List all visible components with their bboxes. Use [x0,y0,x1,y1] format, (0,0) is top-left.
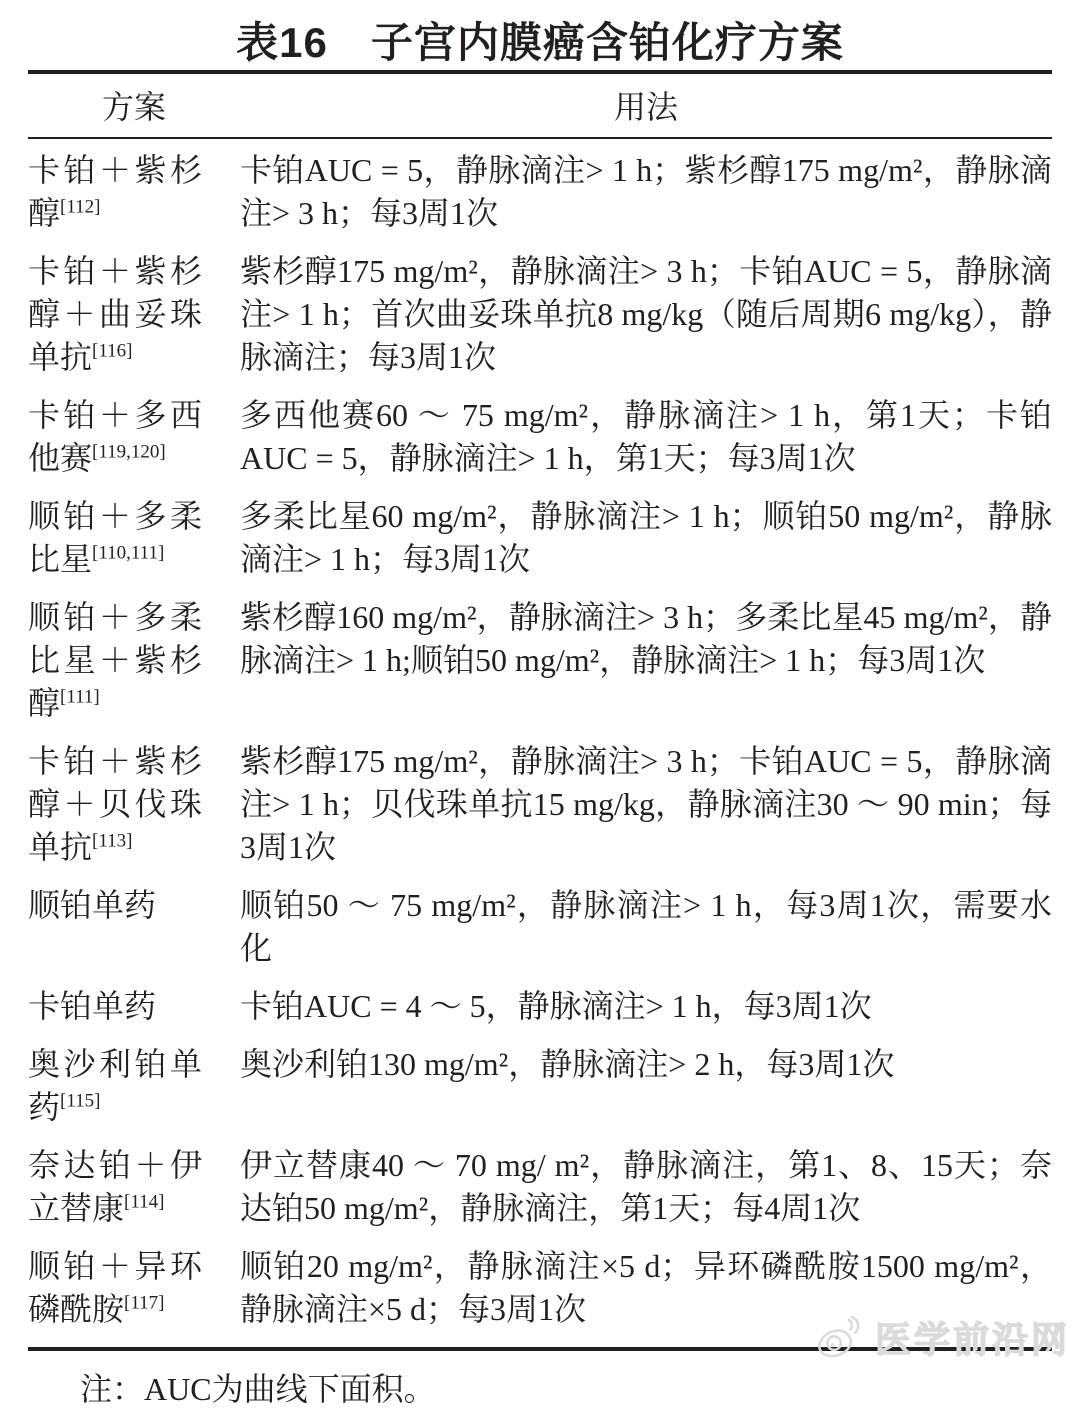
table-row [28,985,1052,1028]
regimen-cell [28,1245,202,1331]
regimen-text: 奈达铂＋伊立替康 [28,1147,202,1226]
usage-text: 卡铂AUC = 4 ～ 5，静脉滴注> 1 h，每3周1次 [240,988,872,1024]
regimen-text: 卡铂＋多西他赛 [28,397,202,476]
usage-cell [240,884,1052,970]
regimen-cell [28,394,202,480]
usage-cell [240,250,1052,379]
weibo-logo-icon [813,1315,867,1361]
regimen-text: 卡铂＋紫杉醇 [28,152,202,231]
reference-superscript: [117] [124,1292,165,1314]
regimen-cell [28,1144,202,1230]
regimen-text: 卡铂＋紫杉醇＋曲妥珠单抗 [28,253,202,375]
regimen-text: 顺铂＋多柔比星 [28,498,202,577]
usage-cell [240,394,1052,480]
usage-cell [240,1144,1052,1230]
table-row [28,740,1052,869]
table-row [28,1043,1052,1129]
usage-text: 奥沙利铂130 mg/m²，静脉滴注> 2 h，每3周1次 [240,1046,895,1082]
usage-text: 多柔比星60 mg/m²，静脉滴注> 1 h；顺铂50 mg/m²，静脉滴注> 1 h；每3周1次 [240,498,1052,577]
regimen-cell [28,596,202,725]
usage-text: 紫杉醇160 mg/m²，静脉滴注> 3 h；多柔比星45 mg/m²，静脉滴注> 1 h;顺铂50 mg/m²，静脉滴注> 1 h；每3周1次 [240,599,1052,678]
column-header-usage: 用法 [613,89,678,125]
regimen-cell [28,985,202,1028]
usage-text: 卡铂AUC = 5，静脉滴注> 1 h；紫杉醇175 mg/m²，静脉滴注> 3 h；每3周1次 [240,152,1052,231]
table-footnote: 注：AUC为曲线下面积。 [80,1371,436,1407]
reference-superscript: [113] [92,830,133,852]
regimen-text: 奥沙利铂单药 [28,1046,202,1125]
regimen-cell [28,740,202,869]
reference-superscript: [112] [60,196,101,218]
table-title: 表16 子宫内膜癌含铂化疗方案 [236,19,844,66]
table-row [28,250,1052,379]
reference-superscript: [114] [124,1191,165,1213]
reference-superscript: [116] [92,340,133,362]
usage-text: 伊立替康40 ～ 70 mg/ m²，静脉滴注，第1、8、15天；奈达铂50 mg/m²，静脉滴注，第1天；每4周1次 [240,1147,1052,1226]
column-header-regimen: 方案 [101,89,166,125]
reference-superscript: [110,111] [92,542,165,564]
regimen-cell [28,495,202,581]
table-row [28,394,1052,480]
regimen-cell [28,1043,202,1129]
table-header-row [28,74,1052,137]
usage-cell [240,149,1052,235]
usage-text: 顺铂50 ～ 75 mg/m²，静脉滴注> 1 h，每3周1次，需要水化 [240,887,1052,966]
regimen-text: 顺铂＋异环磷酰胺 [28,1248,202,1327]
usage-text: 多西他赛60 ～ 75 mg/m²，静脉滴注> 1 h，第1天；卡铂AUC = 5，静脉滴注> 1 h，第1天；每3周1次 [240,397,1052,476]
table-row [28,884,1052,970]
usage-text: 紫杉醇175 mg/m²，静脉滴注> 3 h；卡铂AUC = 5，静脉滴注> 1 h；首次曲妥珠单抗8 mg/kg（随后周期6 mg/kg），静脉滴注；每3周1次 [240,253,1052,375]
usage-cell [240,740,1052,869]
usage-cell [240,495,1052,581]
usage-cell [240,985,1052,1028]
watermark-text: 医学前沿网 [874,1319,1070,1360]
regimen-cell [28,250,202,379]
regimen-cell [28,884,202,970]
reference-superscript: [111] [60,686,100,708]
reference-superscript: [115] [60,1090,101,1112]
watermark [813,1312,1070,1363]
table-row [28,495,1052,581]
regimen-text: 卡铂＋紫杉醇＋贝伐珠单抗 [28,743,202,865]
chemo-regimen-table [28,70,1052,1351]
regimen-text: 卡铂单药 [28,988,157,1024]
regimen-cell [28,149,202,235]
reference-superscript: [119,120] [92,441,166,463]
usage-cell [240,596,1052,725]
table-row [28,1144,1052,1230]
table-row [28,596,1052,725]
table-body [28,139,1052,1347]
regimen-text: 顺铂＋多柔比星＋紫杉醇 [28,599,202,721]
usage-text: 紫杉醇175 mg/m²，静脉滴注> 3 h；卡铂AUC = 5，静脉滴注> 1 h；贝伐珠单抗15 mg/kg，静脉滴注30 ～ 90 min；每3周1次 [240,743,1052,865]
usage-cell [240,1043,1052,1129]
table-row [28,149,1052,235]
regimen-text: 顺铂单药 [28,887,157,923]
usage-text: 顺铂20 mg/m²，静脉滴注×5 d；异环磷酰胺1500 mg/m²，静脉滴注×5 d；每3周1次 [240,1248,1052,1327]
